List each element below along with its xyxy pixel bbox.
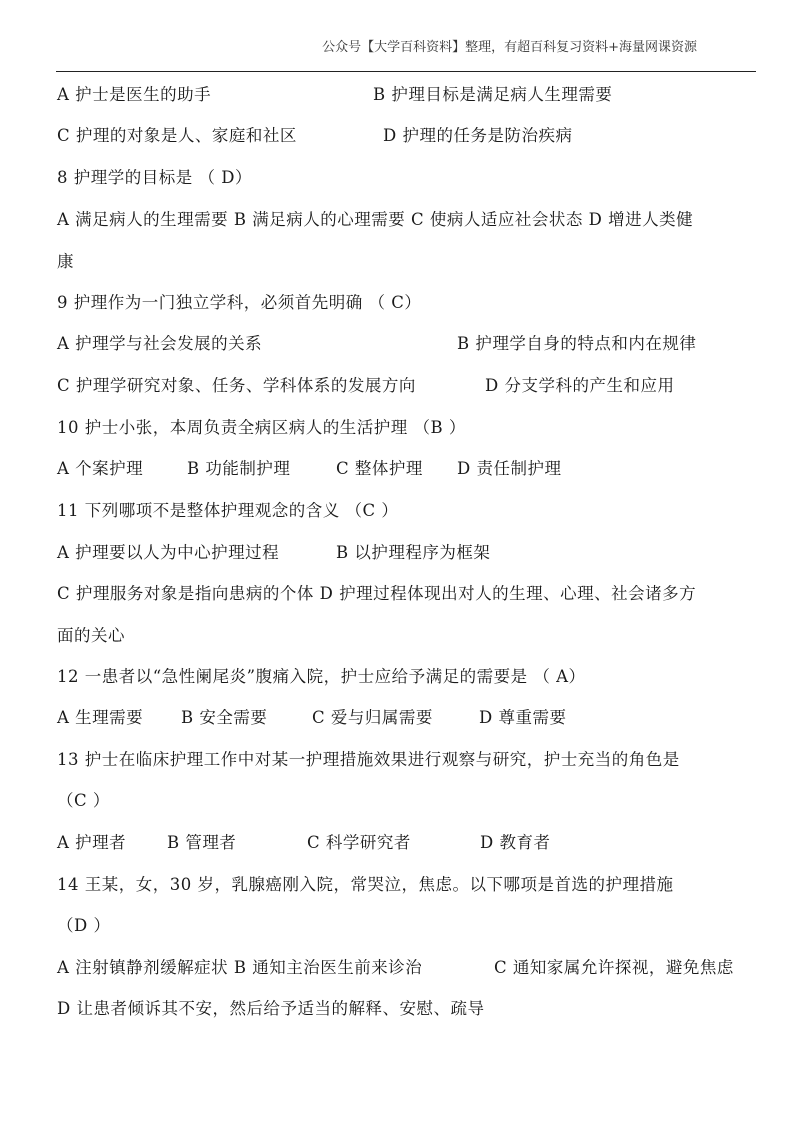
question-14: 14 王某，女，30 岁，乳腺癌刚入院，常哭泣，焦虑。以下哪项是首选的护理措施 xyxy=(57,875,674,894)
option-b: B 以护理程序为框架 xyxy=(336,543,491,562)
answer-14: （D ） xyxy=(57,916,111,935)
option-b: B 护理目标是满足病人生理需要 xyxy=(373,85,613,104)
option-a: A 护理者 xyxy=(57,833,127,852)
options-text-cont: 康 xyxy=(57,252,74,271)
option-a: A 护理要以人为中心护理过程 xyxy=(57,543,280,562)
options-text-cont: 面的关心 xyxy=(57,626,125,645)
option-c: C 整体护理 xyxy=(336,459,423,478)
options-ab: A 注射镇静剂缓解症状 B 通知主治医生前来诊治 xyxy=(57,958,423,977)
option-c: C 科学研究者 xyxy=(307,833,411,852)
option-a: A 个案护理 xyxy=(57,459,144,478)
option-c: C 通知家属允许探视，避免焦虑 xyxy=(494,958,734,977)
option-d: D 让患者倾诉其不安，然后给予适当的解释、安慰、疏导 xyxy=(57,999,485,1018)
question-13: 13 护士在临床护理工作中对某一护理措施效果进行观察与研究，护士充当的角色是 xyxy=(57,750,680,769)
option-a: A 生理需要 xyxy=(57,708,144,727)
option-c: C 护理学研究对象、任务、学科体系的发展方向 xyxy=(57,376,416,395)
option-d: D 责任制护理 xyxy=(457,459,562,478)
question-11: 11 下列哪项不是整体护理观念的含义 （C ） xyxy=(57,501,399,520)
answer-13: （C ） xyxy=(57,791,110,810)
option-d: D 尊重需要 xyxy=(479,708,567,727)
question-9: 9 护理作为一门独立学科，必须首先明确 （ C） xyxy=(57,293,422,312)
option-c: C 爱与归属需要 xyxy=(312,708,433,727)
option-b: B 管理者 xyxy=(167,833,237,852)
option-c: C 护理的对象是人、家庭和社区 xyxy=(57,126,297,145)
options-text: A 满足病人的生理需要 B 满足病人的心理需要 C 使病人适应社会状态 D 增进人类健 xyxy=(57,210,694,229)
option-a: A 护士是医生的助手 xyxy=(57,85,212,104)
option-b: B 功能制护理 xyxy=(187,459,291,478)
header-rule xyxy=(56,71,756,72)
option-d: D 教育者 xyxy=(480,833,551,852)
option-b: B 护理学自身的特点和内在规律 xyxy=(457,334,697,353)
options-text: C 护理服务对象是指向患病的个体 D 护理过程体现出对人的生理、心理、社会诸多方 xyxy=(57,584,697,603)
option-d: D 护理的任务是防治疾病 xyxy=(383,126,573,145)
question-12: 12 一患者以“急性阑尾炎”腹痛入院，护士应给予满足的需要是 （ A） xyxy=(57,667,586,686)
option-a: A 护理学与社会发展的关系 xyxy=(57,334,263,353)
question-10: 10 护士小张，本周负责全病区病人的生活护理 （B ） xyxy=(57,418,466,437)
option-d: D 分支学科的产生和应用 xyxy=(485,376,675,395)
page-header: 公众号【大学百科资料】整理，有超百科复习资料+海量网课资源 xyxy=(322,40,697,55)
option-b: B 安全需要 xyxy=(181,708,268,727)
question-8: 8 护理学的目标是 （ D） xyxy=(57,168,252,187)
